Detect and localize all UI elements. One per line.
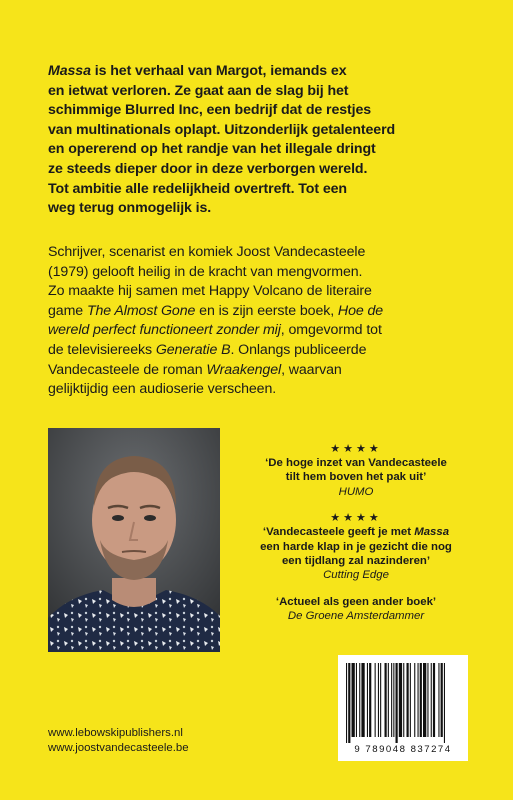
blurb-text: is het verhaal van Margot, iemands ex	[90, 63, 347, 79]
portrait-illustration	[48, 428, 220, 652]
bio-line	[48, 302, 488, 322]
quote-line	[246, 525, 466, 539]
author-bio	[48, 243, 488, 400]
author-portrait-photo	[48, 428, 220, 652]
barcode-bar	[375, 663, 376, 737]
barcode-bar	[431, 663, 432, 737]
barcode-bar	[359, 663, 360, 737]
isbn-number: 9 789048 837274	[354, 744, 452, 755]
star-rating-icon: ★★★★	[330, 443, 382, 455]
quote-line: ‘Actueel als geen ander boek’	[275, 595, 437, 608]
barcode-bar	[361, 663, 364, 737]
barcode-bar	[444, 663, 445, 743]
barcode-bar	[399, 663, 402, 737]
barcode-bar	[391, 663, 392, 737]
barcode-bar	[403, 663, 404, 737]
quote-line: tilt hem boven het pak uit’	[285, 471, 427, 484]
barcode-bar	[407, 663, 409, 737]
quote-line: een tijdlang zal nazinderen’	[281, 555, 431, 568]
barcode-bar	[433, 663, 435, 737]
bio-italic: Hoe de	[337, 302, 384, 319]
barcode-bar	[367, 663, 368, 737]
book-title-italic: Massa	[48, 63, 91, 79]
bio-italic: The Almost Gone	[86, 302, 196, 319]
barcode-bar	[346, 663, 347, 743]
bio-line	[48, 361, 488, 381]
blurb-line: en opererend op het randje van het illegale dringt	[48, 141, 376, 158]
barcode-bar	[420, 663, 422, 737]
barcode-bar	[385, 663, 387, 737]
blurb-line: weg terug onmogelijk is.	[48, 200, 212, 217]
barcode-bar	[418, 663, 419, 737]
bio-line	[48, 341, 488, 361]
barcode-bar	[427, 663, 428, 737]
barcode-bar	[352, 663, 355, 737]
quote-line: een harde klap in je gezicht die nog	[260, 540, 452, 553]
review-source: Cutting Edge	[323, 569, 389, 582]
blurb-line: van multinationals oplapt. Uitzonderlijk getalenteerd	[48, 121, 396, 138]
bio-text: . Onlangs publiceerde	[230, 341, 367, 358]
review-quote	[246, 595, 466, 609]
synopsis-blurb	[48, 62, 488, 219]
review-humo	[246, 442, 466, 499]
bio-text: , omgevormd tot	[280, 322, 382, 339]
review-source: De Groene Amsterdammer	[287, 610, 425, 623]
barcode-bar	[356, 663, 357, 737]
website-links	[48, 726, 189, 755]
bio-text: , waarvan	[281, 361, 342, 378]
barcode-bar	[348, 663, 350, 743]
quote-italic: Massa	[414, 526, 450, 539]
bio-line	[48, 321, 488, 341]
bio-text: en is zijn eerste boek,	[195, 302, 338, 319]
blurb-line: en ietwat verloren. Ze gaat aan de slag bij het	[48, 82, 349, 99]
bio-italic: Wraakengel	[206, 361, 282, 378]
barcode-bar	[388, 663, 389, 737]
review-quote	[246, 525, 466, 568]
bio-text: Vandecasteele de roman	[48, 361, 207, 378]
barcode-bar	[380, 663, 381, 737]
bio-line: Zo maakte hij samen met Happy Volcano de literaire	[48, 283, 372, 300]
barcode-bar	[396, 663, 398, 743]
review-groene-amsterdammer	[246, 595, 466, 624]
bio-text: game	[48, 302, 87, 319]
bio-line: (1979) gelooft heilig in de kracht van mengvormen.	[48, 263, 363, 280]
bio-line: Schrijver, scenarist en komiek Joost Vandecasteele	[48, 244, 366, 260]
barcode-bar	[378, 663, 379, 737]
bio-italic: wereld perfect functioneert zonder mij	[48, 322, 281, 339]
barcode-bar	[414, 663, 415, 737]
star-rating-icon: ★★★★	[330, 512, 382, 525]
bio-line: gelijktijdig een audioserie verscheen.	[48, 381, 277, 398]
publisher-link[interactable]: www.lebowskipublishers.nl	[48, 727, 183, 739]
barcode-bar	[423, 663, 426, 737]
barcode-bar	[441, 663, 443, 737]
quote-text: ‘Vandecasteele geeft je met	[262, 526, 415, 539]
blurb-line	[48, 62, 488, 82]
review-cutting-edge	[246, 511, 466, 583]
barcode-bar	[438, 663, 439, 737]
blurb-line: Tot ambitie alle redelijkheid overtreft. Tot een	[48, 180, 347, 197]
review-source: HUMO	[338, 485, 374, 498]
press-reviews	[246, 442, 466, 636]
barcode-bar	[410, 663, 411, 737]
barcode-bar	[393, 663, 394, 737]
quote-line: ‘De hoge inzet van Vandecasteele	[265, 457, 447, 469]
barcode-bar	[369, 663, 371, 737]
bio-text: de televisiereeks	[48, 341, 156, 358]
blurb-line: ze steeds dieper door in deze verborgen wereld.	[48, 160, 368, 177]
blurb-line: schimmige Blurred Inc, een bedrijf dat de restjes	[48, 102, 372, 119]
isbn-barcode	[338, 655, 468, 761]
author-link[interactable]: www.joostvandecasteele.be	[48, 741, 189, 754]
bio-italic: Generatie B	[155, 341, 231, 358]
review-quote	[246, 456, 466, 485]
